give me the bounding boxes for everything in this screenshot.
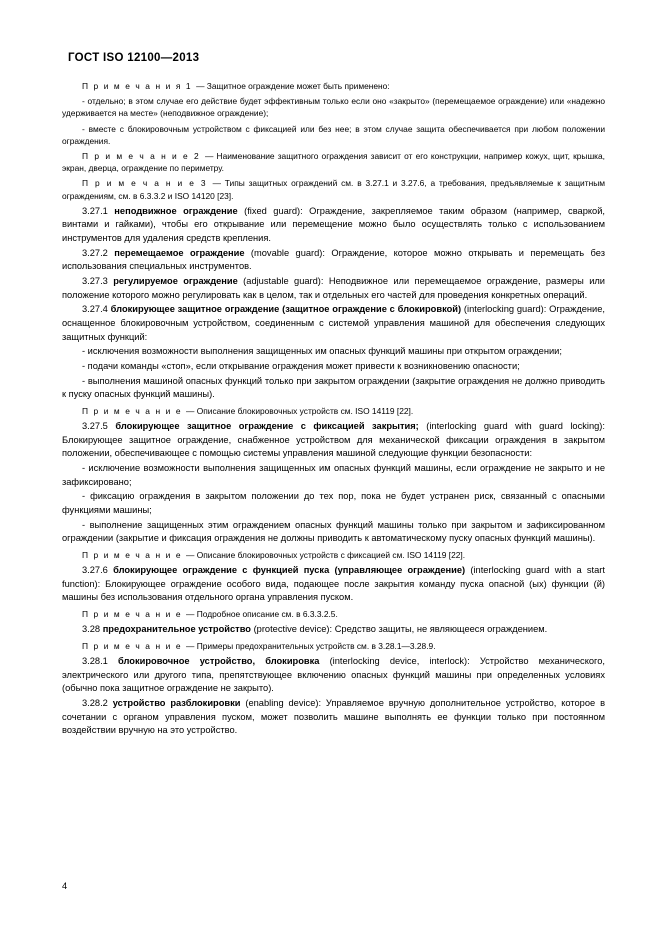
clause-number: 3.27.2 <box>82 247 115 258</box>
clause-paragraph <box>62 655 605 696</box>
list-item-text: - выполнения машиной опасных функций только при закрытом ограждении (закрытие ограждения не должно приводить к пуску опасных функций машины). <box>62 375 605 400</box>
clause-text: (interlocking guard with a start function): Блокирующее ограждение особого вида, подающее после закрытия команду пуска опасной (ых) функции (й) машины без использования отдельного органа управления пуском. <box>62 565 605 603</box>
list-item-text: - исключения возможности выполнения защищенных им опасных функций машины при открытом ограждении; <box>82 346 562 357</box>
clause-paragraph <box>62 275 605 302</box>
note-label: П р и м е ч а н и е <box>82 549 187 560</box>
note-paragraph <box>62 95 605 119</box>
clause-text: (interlocking guard with guard locking): Блокирующее защитное ограждение, снабженное устройством для механической фиксации ограждения в закрытом положении, обеспечивающее с помощью системы управления машиной следующие функции безопасности: <box>62 421 605 459</box>
clause-term: перемещаемое ограждение <box>114 247 245 258</box>
note-text: — Описание блокировочных устройств см. ISO 14119 [22]. <box>186 405 414 416</box>
clause-term: предохранительное устройство <box>102 624 251 635</box>
clause-text: (protective device): Средство защиты, не являющееся ограждением. <box>250 624 548 635</box>
clause-term: неподвижное ограждение <box>114 205 238 216</box>
clause-paragraph <box>62 205 605 246</box>
clause-number: 3.27.5 <box>82 421 116 432</box>
clause-text: (enabling device): Управляемое вручную дополнительное устройство, которое в сочетании с органом управления пуском, может позволить машине выполнять ее функции только при постоянном воздействии вручную на это устройство. <box>62 698 606 736</box>
clause-text: (interlocking device, interlock): Устройство механического, электрического или другого типа, препятствующее включению опасных функций машины при определенных условиях (обычно пока защитное ограждение не закрыто). <box>62 656 605 694</box>
list-item-text: - исключение возможности выполнения защищенных им опасных функций машины, если ограждение не закрыто и не зафиксировано; <box>62 463 605 487</box>
note-label: П р и м е ч а н и я 1 <box>82 81 197 91</box>
note-label: П р и м е ч а н и е 2 <box>82 150 206 161</box>
clause-term: блокирующее ограждение с функцией пуска (управляющее ограждение) <box>113 565 466 576</box>
note-text: — Типы защитных ограждений см. в 3.27.1 и 3.27.6, а требования, предъявляемые к защитным ограждениям, см. в 6.3.3.2 и ISO 14120 [23]. <box>62 178 605 201</box>
clause-number: 3.27.1 <box>82 205 115 216</box>
page-number: 4 <box>62 881 68 891</box>
list-item-text: - выполнение защищенных этим ограждением опасных функций машины только при закрытом и зафиксированном ограждении (закрытие и фиксация ограждения не должны приводить к автоматическому пуску опасных функций машины). <box>62 519 605 544</box>
clause-term: блокирующее защитное ограждение с фиксацией закрытия; <box>115 421 419 432</box>
list-item-text: - подачи команды «стоп», если открывание ограждения может привести к возникновению опасности; <box>82 360 520 371</box>
document-body <box>62 80 605 738</box>
clause-text: (adjustable guard): Неподвижное или перемещаемое ограждение, размеры или положение которого можно регулировать как в целом, так и отдельных его частей для проведения конкретных операций. <box>62 275 606 300</box>
clause-number: 3.28.2 <box>82 698 113 709</box>
clause-number: 3.28 <box>82 624 103 635</box>
clause-paragraph <box>62 247 605 274</box>
clause-number: 3.27.3 <box>82 275 114 286</box>
clause-text: (interlocking guard): Ограждение, оснащенное блокировочным устройством, соединенным с системой управления машиной для обеспечения следующих защитных функций: <box>62 304 606 342</box>
note-label: П р и м е ч а н и е <box>82 609 187 620</box>
list-item <box>62 462 605 489</box>
clause-term: регулируемое ограждение <box>113 275 238 286</box>
note-text: — Описание блокировочных устройств с фиксацией см. ISO 14119 [22]. <box>186 549 466 560</box>
note-text: — Защитное ограждение может быть применено: <box>196 81 390 91</box>
clause-term: блокирующее защитное ограждение (защитное ограждение с блокировкой) <box>110 304 462 315</box>
list-item <box>62 345 605 359</box>
note-paragraph <box>62 150 605 174</box>
list-item <box>62 519 605 546</box>
clause-paragraph <box>62 697 605 738</box>
clause-term: устройство разблокировки <box>112 698 241 709</box>
note-label: П р и м е ч а н и е <box>82 405 187 416</box>
page-header: ГОСТ ISO 12100—2013 <box>68 52 200 64</box>
list-item-text: - фиксацию ограждения в закрытом положении до тех пор, пока не будет устранен риск, связанный с опасными функциями машины; <box>62 491 605 515</box>
list-item <box>62 375 605 402</box>
clause-text: (fixed guard): Ограждение, закрепляемое таким образом (например, сваркой, винтами и гайками), чтобы его открывание или перемещение можно было осуществлять только с использованием инструментов для удаления средств крепления. <box>62 205 605 243</box>
note-paragraph <box>62 80 605 92</box>
note-label: П р и м е ч а н и е 3 <box>82 178 213 189</box>
list-item <box>62 360 605 374</box>
clause-number: 3.27.4 <box>82 304 111 315</box>
note-text: - вместе с блокировочным устройством с фиксацией или без нее; в этом случае защита обеспечивается при любом положении ограждения. <box>62 123 605 146</box>
note-label: П р и м е ч а н и е <box>82 640 187 651</box>
note-text: — Подробное описание см. в 6.3.3.2.5. <box>186 609 338 620</box>
note-paragraph <box>62 640 605 652</box>
note-text: - отдельно; в этом случае его действие будет эффективным только если оно «закрыто» (перемещаемое ограждение) или «надежно удерживается на месте» (неподвижное ограждение); <box>62 96 605 119</box>
clause-term: блокировочное устройство, блокировка <box>118 656 320 667</box>
note-paragraph <box>62 608 605 620</box>
clause-number: 3.28.1 <box>82 656 118 667</box>
clause-paragraph <box>62 564 605 605</box>
note-paragraph <box>62 405 605 417</box>
clause-text: (movable guard): Ограждение, которое можно открывать и перемещать без использования специальных инструментов. <box>62 247 605 272</box>
list-item <box>62 490 605 517</box>
note-paragraph <box>62 549 605 561</box>
note-paragraph <box>62 123 605 147</box>
clause-paragraph <box>62 420 605 461</box>
note-text: — Примеры предохранительных устройств см. в 3.28.1—3.28.9. <box>186 640 436 651</box>
clause-number: 3.27.6 <box>82 565 114 576</box>
note-paragraph <box>62 177 605 201</box>
clause-paragraph <box>62 303 605 344</box>
clause-paragraph <box>62 623 605 637</box>
note-text: — Наименование защитного ограждения зависит от его конструкции, например кожух, щит, крышка, экран, дверца, ограждение по периметру. <box>62 150 605 174</box>
